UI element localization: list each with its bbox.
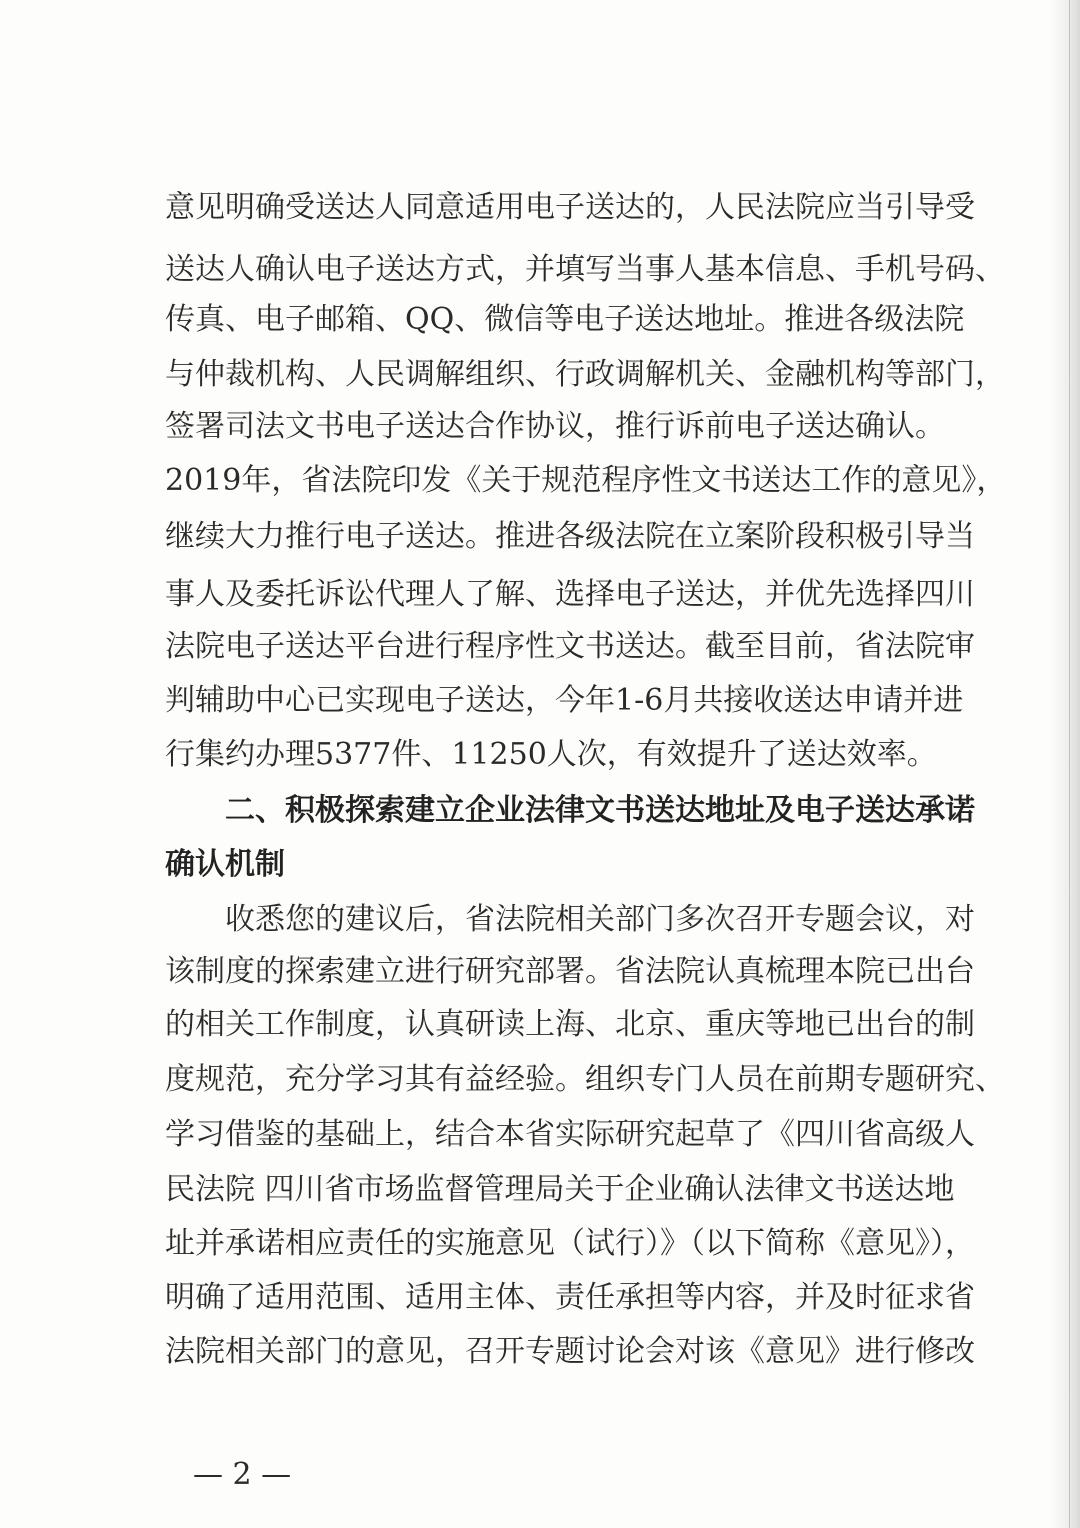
text-line: 判辅助中心已实现电子送达，今年1-6月共接收送达申请并进	[165, 683, 964, 718]
heading-line: 确认机制	[165, 847, 285, 882]
text-line: 法院电子送达平台进行程序性文书送达。截至目前，省法院审	[165, 629, 975, 664]
text-line: 送达人确认电子送达方式，并填写当事人基本信息、手机号码、	[165, 252, 1005, 287]
page-number: — 2 —	[193, 1457, 292, 1492]
text-line: 继续大力推行电子送达。推进各级法院在立案阶段积极引导当	[165, 519, 975, 554]
text-line: 学习借鉴的基础上，结合本省实际研究起草了《四川省高级人	[165, 1117, 975, 1152]
heading-line: 二、积极探索建立企业法律文书送达地址及电子送达承诺	[225, 793, 975, 828]
page-edge-shadow	[1050, 0, 1080, 1528]
text-line: 收悉您的建议后，省法院相关部门多次召开专题会议，对	[225, 902, 975, 937]
text-line: 意见明确受送达人同意适用电子送达的，人民法院应当引导受	[165, 190, 975, 225]
text-line: 民法院 四川省市场监督管理局关于企业确认法律文书送达地	[165, 1172, 955, 1207]
text-line: 址并承诺相应责任的实施意见（试行）》（以下简称《意见》），	[165, 1226, 975, 1261]
text-line: 与仲裁机构、人民调解组织、行政调解机关、金融机构等部门，	[165, 357, 1005, 392]
text-line: 度规范，充分学习其有益经验。组织专门人员在前期专题研究、	[165, 1062, 1005, 1097]
text-line: 2019年，省法院印发《关于规范程序性文书送达工作的意见》，	[165, 463, 1007, 498]
text-line: 该制度的探索建立进行研究部署。省法院认真梳理本院已出台	[165, 954, 975, 989]
text-line: 的相关工作制度，认真研读上海、北京、重庆等地已出台的制	[165, 1007, 975, 1042]
text-line: 行集约办理5377件、11250人次，有效提升了送达效率。	[165, 737, 937, 772]
text-line: 传真、电子邮箱、QQ、微信等电子送达地址。推进各级法院	[165, 302, 965, 337]
text-line: 签署司法文书电子送达合作协议，推行诉前电子送达确认。	[165, 409, 945, 444]
text-line: 事人及委托诉讼代理人了解、选择电子送达，并优先选择四川	[165, 577, 975, 612]
page-edge-line	[1069, 0, 1070, 1528]
text-line: 法院相关部门的意见，召开专题讨论会对该《意见》进行修改	[165, 1334, 975, 1369]
text-line: 明确了适用范围、适用主体、责任承担等内容，并及时征求省	[165, 1280, 975, 1315]
